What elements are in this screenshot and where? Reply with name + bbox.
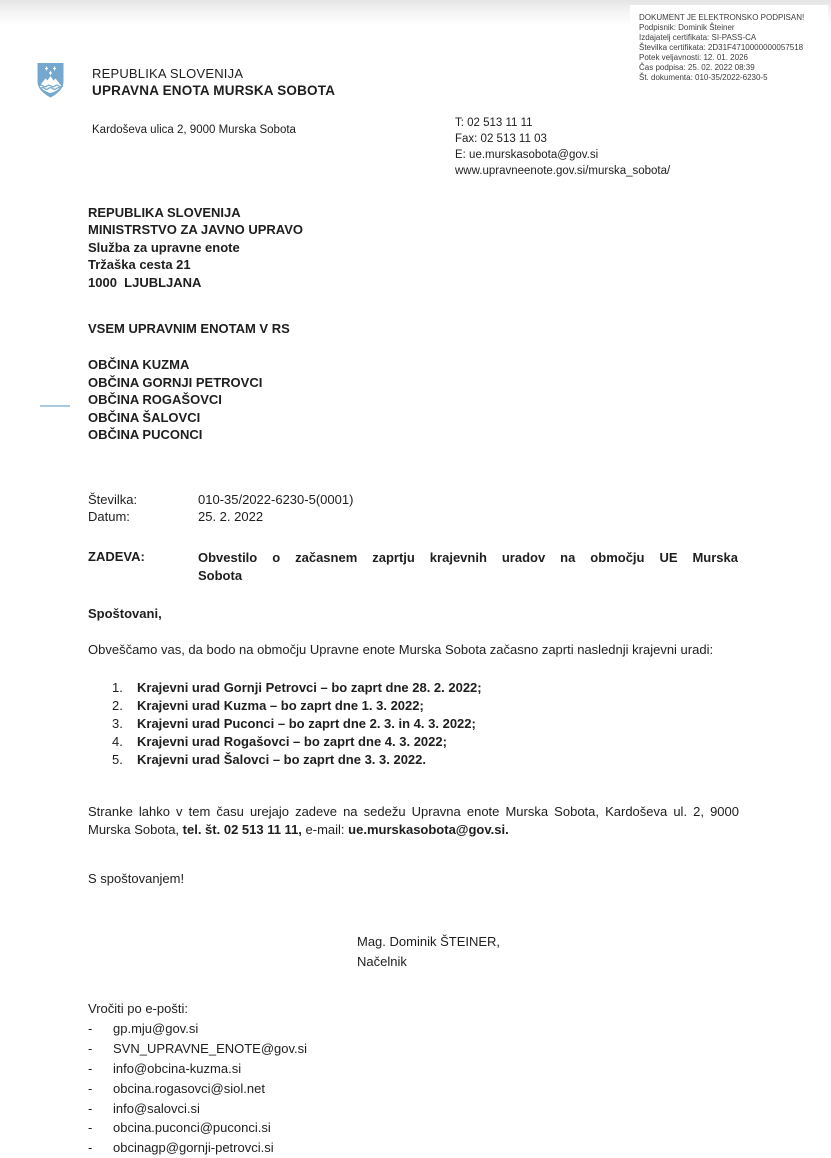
recipient-line: REPUBLIKA SLOVENIJA [88, 205, 241, 220]
slovenia-coat-of-arms-icon [36, 62, 65, 99]
recipient-line: 1000 LJUBLJANA [88, 274, 202, 290]
delivery-list [88, 999, 307, 1158]
recipient-line: Služba za upravne enote [88, 239, 240, 255]
closure-item-text: Krajevni urad Kuzma – bo zaprt dne 1. 3. 2022; [137, 697, 424, 713]
recipient-address-block [88, 204, 303, 291]
municipality-line: OBČINA GORNJI PETROVCI [88, 374, 263, 390]
reference-number-label: Številka: [88, 492, 138, 507]
closure-item-text: Krajevni urad Puconci – bo zaprt dne 2. 3. in 4. 3. 2022; [137, 715, 476, 731]
outro-paragraph [88, 803, 739, 839]
reference-block [88, 491, 353, 526]
closure-item-text: Krajevni urad Šalovci – bo zaprt dne 3. 3. 2022. [137, 751, 427, 767]
esign-line: Potek veljavnosti: 12. 01. 2026 [639, 53, 748, 62]
esign-line: Podpisnik: Dominik Šteiner [639, 23, 735, 32]
letterhead-contact [455, 117, 670, 181]
signer-role: Načelnik [357, 953, 407, 969]
closure-item-number: 1. [112, 680, 123, 695]
delivery-email: info@salovci.si [113, 1100, 200, 1116]
closure-list [112, 679, 482, 769]
subject-label: ZADEVA: [88, 549, 145, 564]
recipient-all-units: VSEM UPRAVNIM ENOTAM V RS [88, 321, 290, 336]
intro-paragraph: Obveščamo vas, da bodo na območju Upravne enote Murska Sobota začasno zaprti naslednji krajevni uradi: [88, 642, 714, 657]
reference-date-value: 25. 2. 2022 [198, 509, 264, 525]
contact-email: E: ue.murskasobota@gov.si [455, 149, 599, 161]
delivery-item [88, 1039, 307, 1059]
closure-item-number: 2. [112, 697, 123, 713]
esign-line: DOKUMENT JE ELEKTRONSKO PODPISAN! [639, 13, 805, 22]
reference-date-label: Datum: [88, 509, 130, 525]
subject-line-1: Obvestilo o začasnem zaprtju krajevnih uradov na območju UE Murska [198, 550, 738, 565]
subject-row [88, 549, 738, 585]
margin-annotation-mark [40, 405, 70, 407]
outro-text: e-mail: [301, 821, 349, 837]
letterhead-address: Kardoševa ulica 2, 9000 Murska Sobota [92, 124, 296, 136]
delivery-email: obcina.puconci@puconci.si [113, 1120, 271, 1136]
esign-line: Izdajatelj certifikata: SI-PASS-CA [639, 33, 757, 42]
recipient-line: MINISTRSTVO ZA JAVNO UPRAVO [88, 222, 303, 238]
letterhead-office: UPRAVNA ENOTA MURSKA SOBOTA [92, 83, 336, 98]
recipient-line: Tržaška cesta 21 [88, 257, 191, 273]
delivery-email: info@obcina-kuzma.si [113, 1060, 242, 1076]
delivery-email: obcinagp@gornji-petrovci.si [113, 1140, 274, 1156]
reference-number-row [88, 491, 353, 508]
contact-phone: T: 02 513 11 11 [455, 117, 533, 129]
delivery-item [88, 1079, 307, 1099]
esign-line: Čas podpisa: 25. 02. 2022 08:39 [639, 63, 755, 72]
closure-item-text: Krajevni urad Rogašovci – bo zaprt dne 4. 3. 2022; [137, 733, 447, 749]
dash-bullet: - [88, 1020, 93, 1036]
municipality-line: OBČINA ŠALOVCI [88, 409, 201, 425]
esign-line: Številka certifikata: 2D31F4710000000057518 [639, 43, 804, 52]
delivery-item [88, 1059, 307, 1079]
delivery-heading: Vročiti po e-pošti: [88, 1001, 188, 1016]
dash-bullet: - [88, 1120, 93, 1136]
subject-line-2: Sobota [198, 568, 243, 583]
outro-text: Stranke lahko v tem času urejajo zadeve na sedežu Upravna enote Murska Sobota, Kardoševa ul. 2, 9000 Murska Sobota, [88, 804, 739, 837]
letterhead-country: REPUBLIKA SLOVENIJA [92, 66, 244, 81]
closure-item [112, 733, 482, 751]
salutation: Spoštovani, [88, 606, 162, 621]
municipality-line: OBČINA PUCONCI [88, 427, 203, 442]
closing-line: S spoštovanjem! [88, 871, 185, 886]
recipient-municipalities [88, 356, 262, 444]
dash-bullet: - [88, 1100, 93, 1116]
dash-bullet: - [88, 1080, 93, 1096]
delivery-email: SVN_UPRAVNE_ENOTE@gov.si [113, 1040, 308, 1056]
dash-bullet: - [88, 1140, 93, 1156]
esign-line: Št. dokumenta: 010-35/2022-6230-5 [639, 73, 768, 82]
closure-item [112, 751, 482, 769]
closure-item-number: 5. [112, 751, 123, 767]
signature-block [357, 932, 500, 971]
signer-name: Mag. Dominik ŠTEINER, [357, 934, 501, 949]
letterhead [92, 66, 335, 98]
closure-item [112, 679, 482, 697]
delivery-item [88, 1019, 307, 1039]
outro-phone-bold: tel. št. 02 513 11 11, [182, 821, 302, 837]
dash-bullet: - [88, 1040, 93, 1056]
reference-number-value: 010-35/2022-6230-5(0001) [198, 492, 354, 507]
delivery-item [88, 1118, 307, 1138]
contact-fax: Fax: 02 513 11 03 [455, 133, 547, 145]
reference-date-row [88, 508, 353, 525]
closure-item [112, 715, 482, 733]
delivery-email: obcina.rogasovci@siol.net [113, 1080, 265, 1096]
delivery-email: gp.mju@gov.si [113, 1020, 199, 1036]
municipality-line: OBČINA ROGAŠOVCI [88, 392, 222, 407]
closure-item-number: 4. [112, 733, 123, 749]
dash-bullet: - [88, 1060, 93, 1076]
subject-value [198, 549, 738, 585]
contact-website: www.upravneenote.gov.si/murska_sobota/ [455, 165, 671, 177]
closure-item-text: Krajevni urad Gornji Petrovci – bo zaprt dne 28. 2. 2022; [137, 680, 482, 695]
closure-item [112, 697, 482, 715]
closure-item-number: 3. [112, 715, 123, 731]
delivery-item [88, 1138, 307, 1158]
electronic-signature-box [630, 5, 828, 105]
delivery-item [88, 1099, 307, 1119]
outro-email-bold: ue.murskasobota@gov.si. [348, 821, 509, 837]
municipality-line: OBČINA KUZMA [88, 357, 190, 372]
